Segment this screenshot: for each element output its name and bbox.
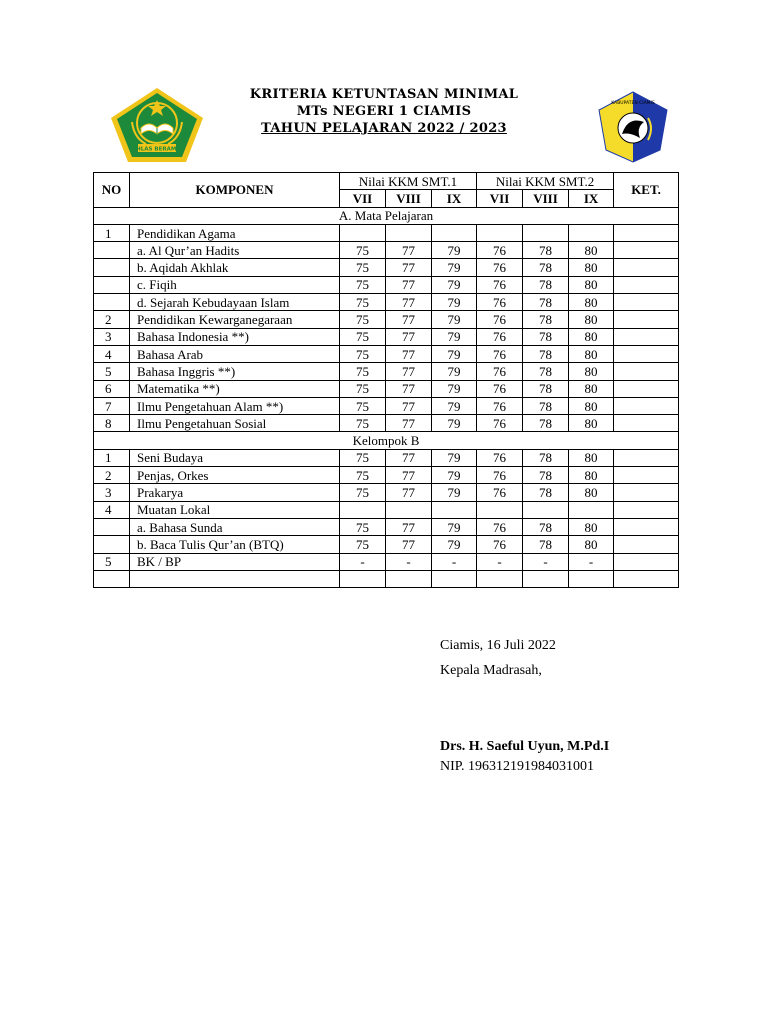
row-value: 75 [340, 397, 386, 414]
row-no [94, 242, 130, 259]
row-value: 76 [477, 415, 523, 432]
row-value: 79 [432, 415, 477, 432]
row-no: 5 [94, 553, 130, 570]
row-value: 75 [340, 467, 386, 484]
header-grade: VIII [386, 190, 432, 207]
row-komponen: Muatan Lokal [130, 501, 340, 518]
row-value: - [432, 553, 477, 570]
row-value: 80 [569, 484, 614, 501]
row-value: 76 [477, 345, 523, 362]
row-value [386, 570, 432, 587]
row-value: - [477, 553, 523, 570]
table-row [94, 536, 679, 553]
table-row [94, 363, 679, 380]
row-komponen: Seni Budaya [130, 449, 340, 466]
table-row [94, 518, 679, 535]
row-value: 76 [477, 328, 523, 345]
row-ket [614, 242, 679, 259]
row-value: 75 [340, 294, 386, 311]
row-value [569, 570, 614, 587]
row-komponen: Ilmu Pengetahuan Sosial [130, 415, 340, 432]
table-row [94, 484, 679, 501]
row-value: 80 [569, 363, 614, 380]
row-value: 77 [386, 259, 432, 276]
row-value: 75 [340, 311, 386, 328]
title-line-2: MTs NEGERI 1 CIAMIS [296, 104, 472, 119]
row-value: 78 [523, 518, 569, 535]
row-no: 2 [94, 311, 130, 328]
row-value: 78 [523, 242, 569, 259]
table-row [94, 570, 679, 587]
row-value: 80 [569, 380, 614, 397]
row-value: 80 [569, 397, 614, 414]
title-line-1: KRITERIA KETUNTASAN MINIMAL [249, 87, 519, 102]
title-line-3: TAHUN PELAJARAN 2022 / 2023 [261, 121, 507, 136]
row-ket [614, 467, 679, 484]
row-value [569, 501, 614, 518]
row-value: 80 [569, 294, 614, 311]
row-value [386, 501, 432, 518]
row-value [340, 501, 386, 518]
row-ket [614, 397, 679, 414]
row-ket [614, 259, 679, 276]
signature-place-date: Ciamis, 16 Juli 2022 [440, 638, 556, 653]
header-komponen: KOMPONEN [130, 173, 340, 208]
kkm-table [93, 172, 679, 588]
row-value [569, 224, 614, 241]
row-value: 76 [477, 397, 523, 414]
row-no [94, 276, 130, 293]
row-komponen: d. Sejarah Kebudayaan Islam [130, 294, 340, 311]
row-komponen [130, 570, 340, 587]
row-value: 78 [523, 484, 569, 501]
row-no [94, 536, 130, 553]
row-value: 79 [432, 294, 477, 311]
row-ket [614, 449, 679, 466]
row-no: 3 [94, 328, 130, 345]
table-row [94, 380, 679, 397]
row-value: 77 [386, 415, 432, 432]
row-komponen: Ilmu Pengetahuan Alam **) [130, 397, 340, 414]
table-row [94, 311, 679, 328]
row-value: 79 [432, 242, 477, 259]
row-komponen: c. Fiqih [130, 276, 340, 293]
row-value: - [523, 553, 569, 570]
row-value: 77 [386, 242, 432, 259]
row-value: 77 [386, 328, 432, 345]
row-komponen: Penjas, Orkes [130, 467, 340, 484]
row-ket [614, 415, 679, 432]
row-value: 77 [386, 276, 432, 293]
row-value: 75 [340, 328, 386, 345]
row-value: - [386, 553, 432, 570]
row-value: - [569, 553, 614, 570]
row-value: 75 [340, 415, 386, 432]
row-value: 78 [523, 276, 569, 293]
table-row [94, 294, 679, 311]
row-value: 78 [523, 397, 569, 414]
row-value: 77 [386, 518, 432, 535]
row-value: 78 [523, 449, 569, 466]
row-value [386, 224, 432, 241]
row-ket [614, 536, 679, 553]
row-ket [614, 224, 679, 241]
row-value [523, 570, 569, 587]
header-grade: VII [477, 190, 523, 207]
row-value: 76 [477, 363, 523, 380]
row-value: 77 [386, 345, 432, 362]
row-value: 78 [523, 467, 569, 484]
row-ket [614, 363, 679, 380]
row-no: 1 [94, 449, 130, 466]
row-komponen: a. Bahasa Sunda [130, 518, 340, 535]
header-grade: VII [340, 190, 386, 207]
row-value: 76 [477, 467, 523, 484]
row-komponen: Bahasa Indonesia **) [130, 328, 340, 345]
row-no: 4 [94, 501, 130, 518]
row-value: 79 [432, 467, 477, 484]
row-value: 80 [569, 449, 614, 466]
row-value [432, 501, 477, 518]
row-value: 80 [569, 345, 614, 362]
row-value: 76 [477, 242, 523, 259]
row-value: 76 [477, 380, 523, 397]
row-no: 6 [94, 380, 130, 397]
row-value: 79 [432, 345, 477, 362]
row-value: 75 [340, 345, 386, 362]
row-value: 78 [523, 415, 569, 432]
row-value: 75 [340, 518, 386, 535]
table-row [94, 415, 679, 432]
row-value: - [340, 553, 386, 570]
row-value: 79 [432, 363, 477, 380]
row-komponen: Prakarya [130, 484, 340, 501]
row-no: 4 [94, 345, 130, 362]
row-value: 75 [340, 276, 386, 293]
document-header [0, 86, 768, 137]
row-value: 80 [569, 536, 614, 553]
row-value: 80 [569, 259, 614, 276]
row-value: 76 [477, 484, 523, 501]
row-no: 8 [94, 415, 130, 432]
row-value: 78 [523, 311, 569, 328]
row-value: 78 [523, 294, 569, 311]
row-value: 76 [477, 536, 523, 553]
signature-name: Drs. H. Saeful Uyun, M.Pd.I [440, 739, 610, 754]
row-value [432, 570, 477, 587]
row-komponen: BK / BP [130, 553, 340, 570]
section-row [94, 207, 679, 224]
table-row [94, 501, 679, 518]
table-row [94, 276, 679, 293]
row-value: 76 [477, 311, 523, 328]
row-value: 78 [523, 328, 569, 345]
row-value [340, 570, 386, 587]
header-grade: IX [432, 190, 477, 207]
row-ket [614, 518, 679, 535]
table-row [94, 449, 679, 466]
row-value: 76 [477, 518, 523, 535]
row-no [94, 294, 130, 311]
row-no: 1 [94, 224, 130, 241]
row-value: 79 [432, 259, 477, 276]
header-ket: KET. [614, 173, 679, 208]
row-value [340, 224, 386, 241]
header-grade: IX [569, 190, 614, 207]
table-row [94, 553, 679, 570]
row-value: 79 [432, 380, 477, 397]
row-value: 77 [386, 484, 432, 501]
row-value: 79 [432, 536, 477, 553]
table-row [94, 467, 679, 484]
section-title: Kelompok B [94, 432, 679, 449]
table-row [94, 259, 679, 276]
row-komponen: Bahasa Arab [130, 345, 340, 362]
row-value: 80 [569, 311, 614, 328]
row-komponen: b. Baca Tulis Qur’an (BTQ) [130, 536, 340, 553]
row-value: 77 [386, 294, 432, 311]
row-value: 75 [340, 449, 386, 466]
table-row [94, 328, 679, 345]
section-title: A. Mata Pelajaran [94, 207, 679, 224]
row-value: 77 [386, 449, 432, 466]
row-value: 78 [523, 259, 569, 276]
row-value: 75 [340, 380, 386, 397]
row-komponen: b. Aqidah Akhlak [130, 259, 340, 276]
row-value: 80 [569, 415, 614, 432]
row-value: 79 [432, 518, 477, 535]
row-value [477, 224, 523, 241]
row-ket [614, 380, 679, 397]
row-value: 77 [386, 467, 432, 484]
row-value: 79 [432, 276, 477, 293]
row-value: 75 [340, 484, 386, 501]
row-value: 75 [340, 259, 386, 276]
signature-nip: NIP. 196312191984031001 [440, 759, 595, 774]
row-value: 77 [386, 397, 432, 414]
row-value [477, 501, 523, 518]
row-value: 78 [523, 536, 569, 553]
row-no [94, 518, 130, 535]
row-value: 79 [432, 449, 477, 466]
row-value: 75 [340, 242, 386, 259]
row-value: 79 [432, 311, 477, 328]
table-row [94, 345, 679, 362]
row-ket [614, 294, 679, 311]
row-no: 7 [94, 397, 130, 414]
row-value: 77 [386, 536, 432, 553]
header-smt1: Nilai KKM SMT.1 [340, 173, 477, 190]
row-value: 78 [523, 363, 569, 380]
row-value: 77 [386, 363, 432, 380]
table-row [94, 397, 679, 414]
row-value: 75 [340, 363, 386, 380]
row-value: 80 [569, 242, 614, 259]
row-value: 76 [477, 276, 523, 293]
row-value [432, 224, 477, 241]
row-no: 3 [94, 484, 130, 501]
row-value: 76 [477, 449, 523, 466]
header-smt2: Nilai KKM SMT.2 [477, 173, 614, 190]
row-value: 77 [386, 380, 432, 397]
row-komponen: Pendidikan Agama [130, 224, 340, 241]
row-komponen: Bahasa Inggris **) [130, 363, 340, 380]
row-ket [614, 328, 679, 345]
signature-position: Kepala Madrasah, [440, 663, 542, 678]
row-value: 80 [569, 518, 614, 535]
row-value [523, 501, 569, 518]
row-value: 78 [523, 380, 569, 397]
header-no: NO [94, 173, 130, 208]
row-value [477, 570, 523, 587]
row-value: 80 [569, 467, 614, 484]
row-no: 5 [94, 363, 130, 380]
svg-text:IKHLAS BERAMAL: IKHLAS BERAMAL [129, 146, 185, 153]
row-value: 80 [569, 276, 614, 293]
row-ket [614, 501, 679, 518]
table-row [94, 242, 679, 259]
row-value: 78 [523, 345, 569, 362]
row-ket [614, 311, 679, 328]
row-value: 76 [477, 259, 523, 276]
table-row [94, 224, 679, 241]
row-komponen: Matematika **) [130, 380, 340, 397]
row-ket [614, 570, 679, 587]
row-ket [614, 484, 679, 501]
row-no [94, 570, 130, 587]
row-no [94, 259, 130, 276]
row-komponen: Pendidikan Kewarganegaraan [130, 311, 340, 328]
svg-text:KABUPATEN CIAMIS: KABUPATEN CIAMIS [611, 101, 655, 106]
row-value: 80 [569, 328, 614, 345]
row-value: 77 [386, 311, 432, 328]
row-ket [614, 553, 679, 570]
section-row [94, 432, 679, 449]
row-komponen: a. Al Qur’an Hadits [130, 242, 340, 259]
row-value: 79 [432, 397, 477, 414]
header-grade: VIII [523, 190, 569, 207]
row-ket [614, 276, 679, 293]
row-value: 76 [477, 294, 523, 311]
row-value: 79 [432, 484, 477, 501]
row-value [523, 224, 569, 241]
row-value: 75 [340, 536, 386, 553]
row-value: 79 [432, 328, 477, 345]
row-no: 2 [94, 467, 130, 484]
row-ket [614, 345, 679, 362]
